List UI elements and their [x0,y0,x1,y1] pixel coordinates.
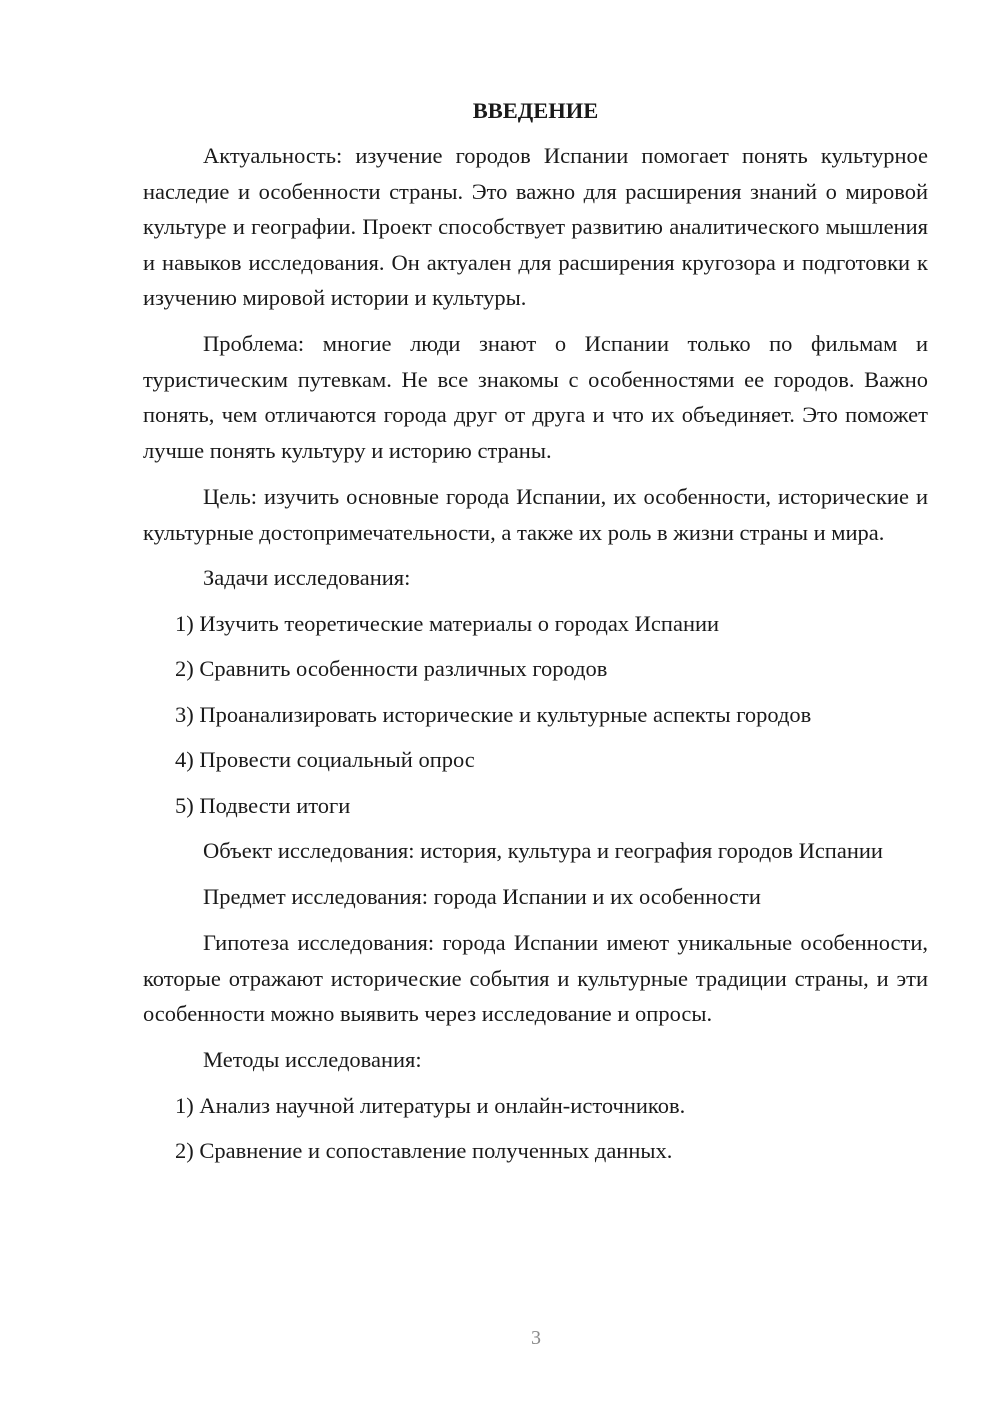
section-heading: ВВЕДЕНИЕ [472,98,599,123]
task-item: 4) Провести социальный опрос [175,747,475,773]
task-item: 5) Подвести итоги [175,792,351,818]
page-number: 3 [531,1327,541,1349]
subject-paragraph: Предмет исследования: города Испании и их особенности [203,884,761,910]
method-item: 1) Анализ научной литературы и онлайн-источников. [175,1092,686,1118]
goal-paragraph: Цель: изучить основные города Испании, их особенности, исторические и культурные достопримечательности, а также их роль в жизни страны и мира. [143,483,928,545]
task-item: 2) Сравнить особенности различных городов [175,656,608,682]
task-item: 1) Изучить теоретические материалы о городах Испании [175,610,720,636]
tasks-title: Задачи исследования: [203,565,411,591]
task-item: 3) Проанализировать исторические и культурные аспекты городов [175,701,812,727]
relevance-paragraph: Актуальность: изучение городов Испании помогает понять культурное наследие и особенности страны. Это важно для расширения знаний о мировой культуре и географии. Проект способствует развитию аналитического мышления и навыков исследования. Он актуален для расширения кругозора и подготовки к изучению мировой истории и культуры. [143,143,928,311]
page-body [143,94,928,1179]
problem-paragraph: Проблема: многие люди знают о Испании только по фильмам и туристическим путевкам. Не все знакомы с особенностями ее городов. Важно понять, чем отличаются города друг от друга и что их объединяет. Это поможет лучше понять культуру и историю страны. [143,331,928,464]
object-paragraph: Объект исследования: история, культура и география городов Испании [203,838,883,864]
hypothesis-paragraph: Гипотеза исследования: города Испании имеют уникальные особенности, которые отражают исторические события и культурные традиции страны, и эти особенности можно выявить через исследование и опросы. [143,930,928,1027]
method-item: 2) Сравнение и сопоставление полученных данных. [175,1138,673,1164]
methods-title: Методы исследования: [203,1047,422,1073]
